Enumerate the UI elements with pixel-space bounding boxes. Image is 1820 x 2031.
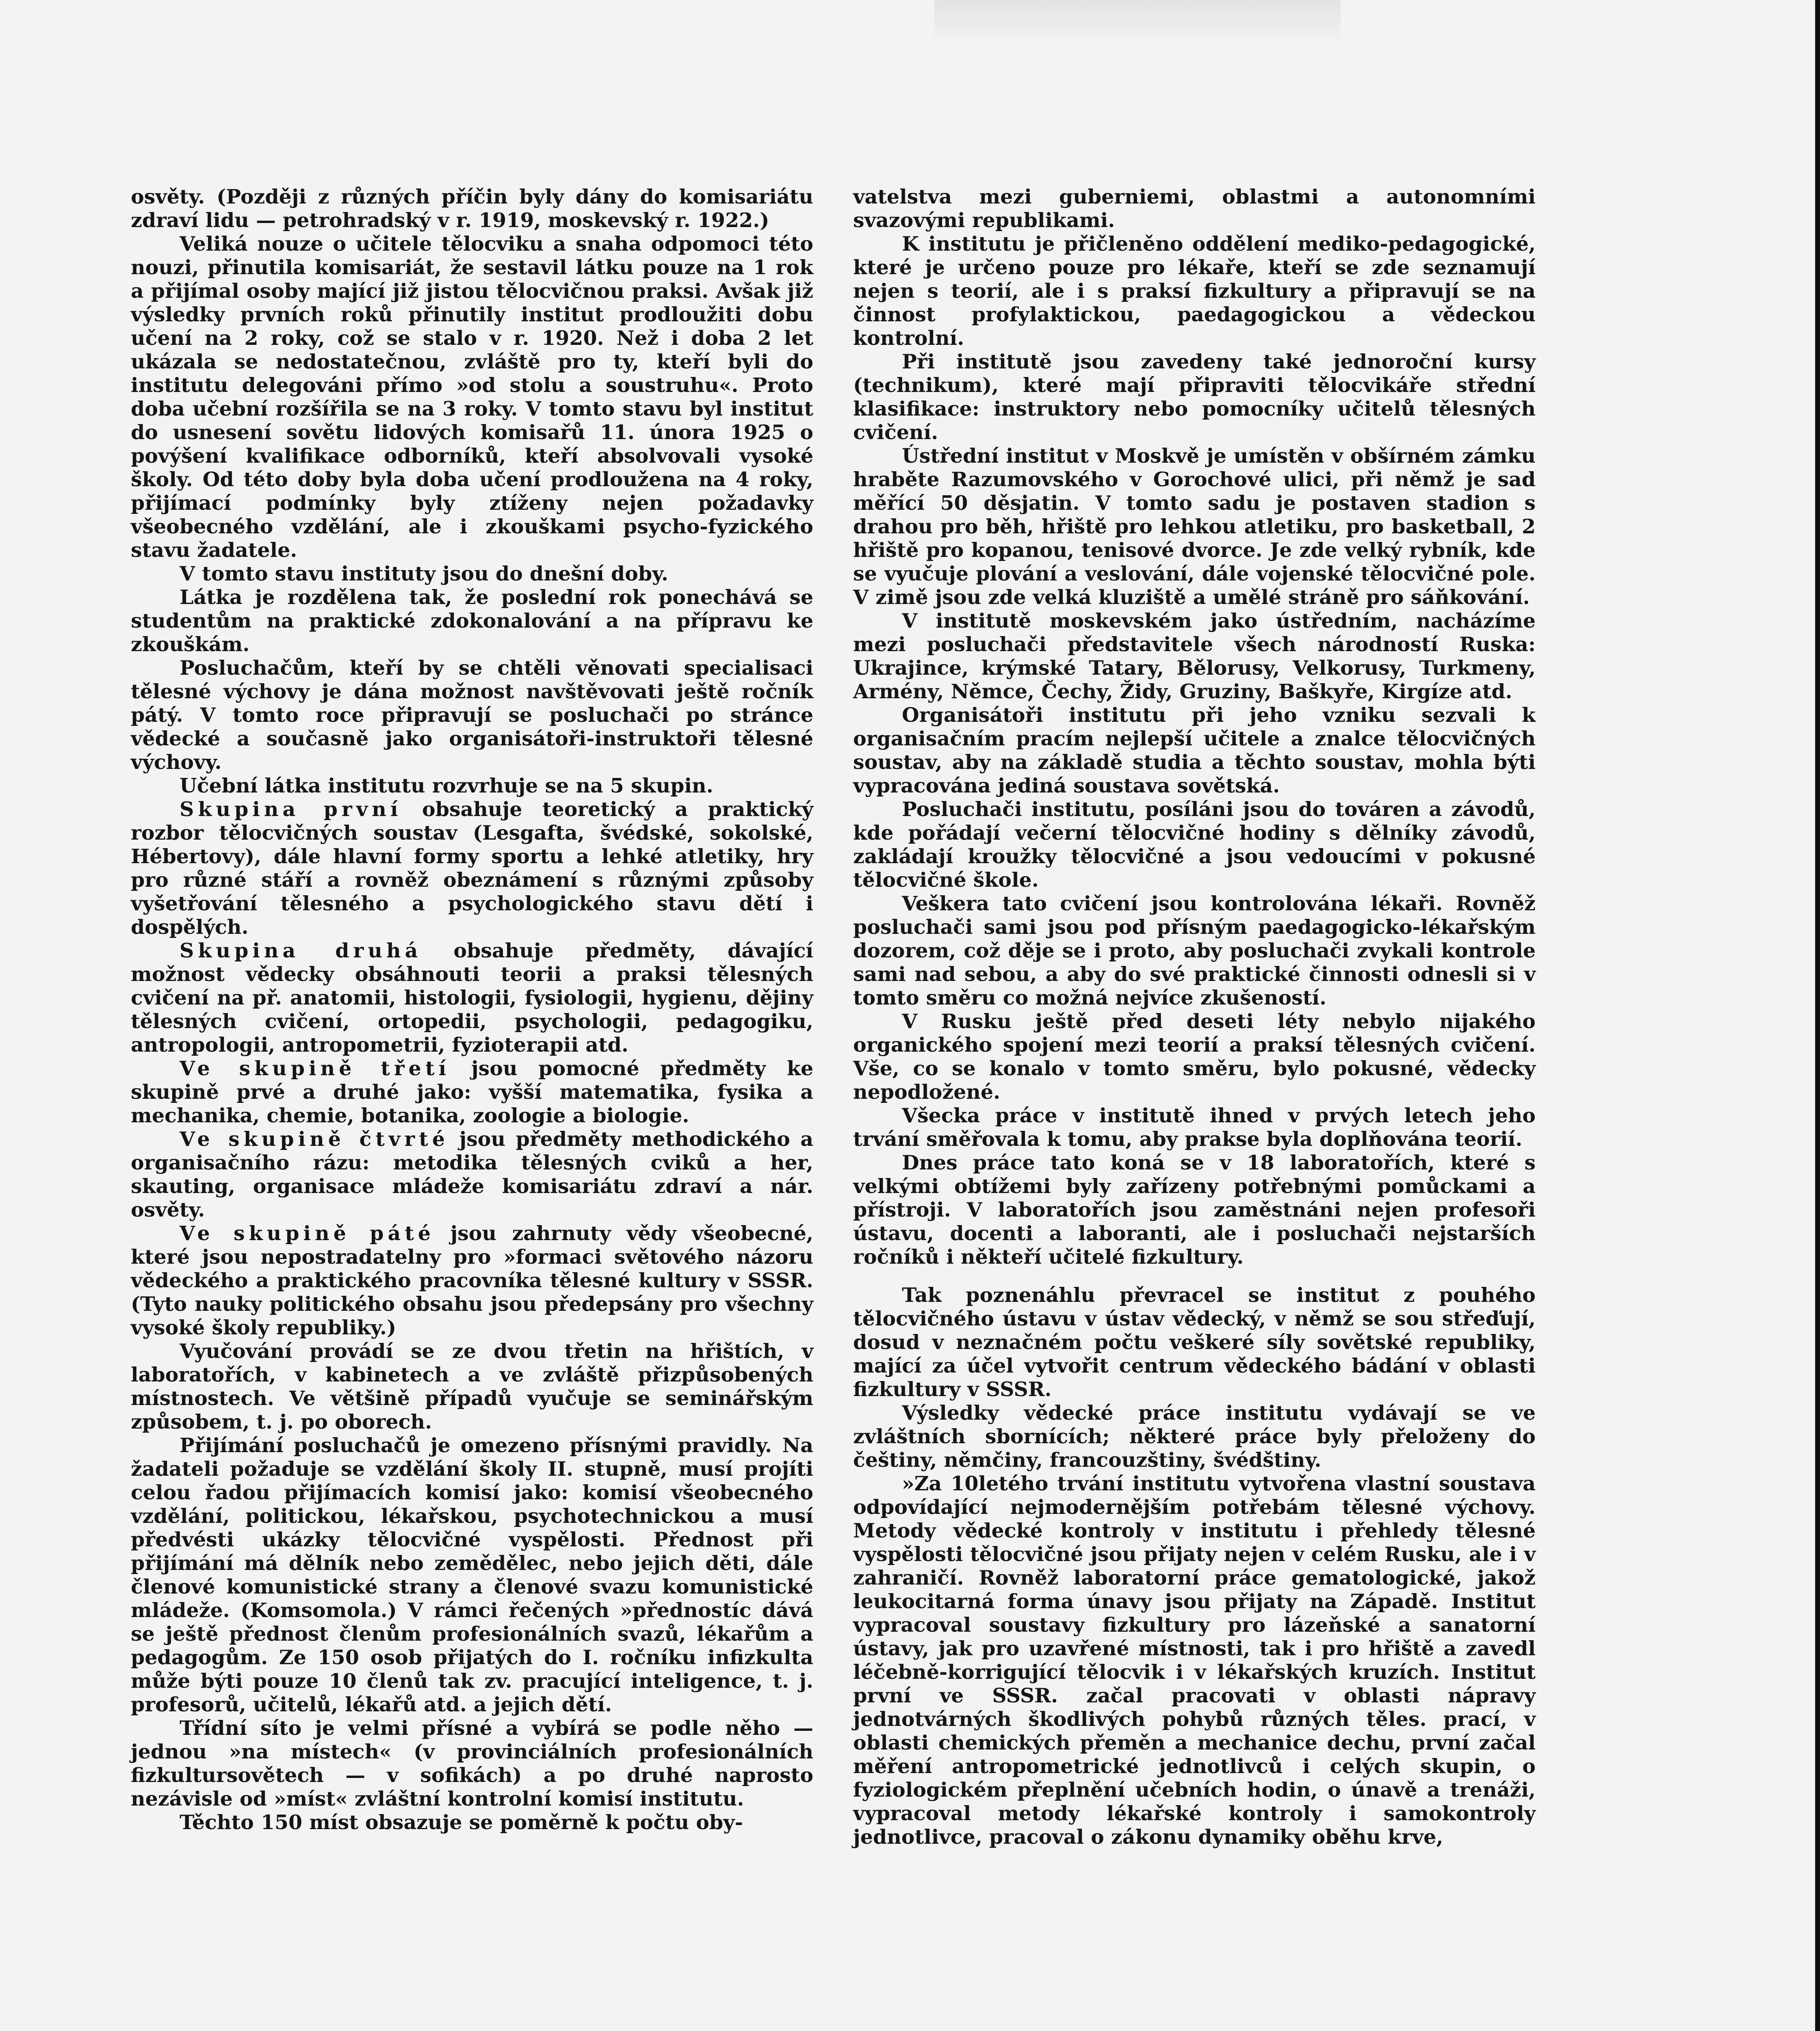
paragraph <box>853 444 1536 609</box>
paragraph <box>853 609 1536 703</box>
paragraph <box>853 1401 1536 1472</box>
paragraph <box>853 1283 1536 1401</box>
paragraph <box>131 562 813 585</box>
paragraph-text: obsahuje předměty, dávající možnost vědecky obsáhnouti teorii a praksi tělesných cvičení na př. anatomii, histologii, fysiologii, hygienu, dějiny tělesných cvičení, ortopedii, psychologii, pedagogiku, antropologii, antropometrii, fyzioterapii atd. <box>131 939 813 1057</box>
paragraph <box>131 1716 813 1810</box>
paragraph-text: jsou pomocné předměty ke skupině prvé a druhé jako: vyšší matematika, fysika a mechanika, chemie, botanika, zoologie a biologie. <box>131 1057 813 1127</box>
paragraph-text: Veliká nouze o učitele tělocviku a snaha odpomoci této nouzi, přinutila komisariát, že sestavil látku pouze na 1 rok a přijímal osoby mající již jistou tělocvičnou praksi. Avšak již výsledky prvních roků přinutily institut prodloužiti dobu učení na 2 roky, což se stalo v r. 1920. Než i doba 2 let ukázala se nedostatečnou, zvláště pro ty, kteří byli do institutu delegováni přímo »od stolu a soustruhu«. Proto doba učební rozšířila se na 3 roky. V tomto stavu byl institut do usnesení sovětu lidových komisařů 11. února 1925 o povýšení kvalifikace odborníků, kteří absolvovali vysoké školy. Od této doby byla doba učení prodloužena na 4 roky, přijímací podmínky byly ztíženy nejen požadavky všeobecného vzdělání, ale i zkouškami psycho-fyzického stavu žadatele. <box>131 232 813 562</box>
spaced-heading: Ve skupině čtvrté <box>180 1127 449 1151</box>
paragraph-text: K institutu je přičleněno oddělení mediko-pedagogické, které je určeno pouze pro lékaře, kteří se zde seznamují nejen s teorií, ale i s praksí fizkultury a připravují se na činnost profylaktickou, paedagogickou a vědeckou kontrolní. <box>853 232 1536 350</box>
spaced-heading: Skupina první <box>180 797 402 821</box>
paragraph <box>131 1221 813 1339</box>
paragraph-text: V tomto stavu instituty jsou do dnešní doby. <box>180 562 668 585</box>
paragraph <box>131 232 813 562</box>
paragraph-text: Třídní síto je velmi přísné a vybírá se podle něho — jednou »na místech« (v provinciálních profesionálních fizkultursovětech — v sofikách) a po druhé naprosto nezávisle od »míst« zvláštní kontrolní komisí institutu. <box>131 1716 813 1810</box>
paragraph-text: jsou zahrnuty vědy všeobecné, které jsou nepostradatelny pro »formaci světového názoru vědeckého a praktického pracovníka tělesné kultury v SSSR. (Tyto nauky politického obsahu jsou předepsány pro všechny vysoké školy republiky.) <box>131 1221 813 1339</box>
paragraph-text: Při institutě jsou zavedeny také jednoroční kursy (technikum), které mají připraviti tělocvikáře střední klasifikace: instruktory nebo pomocníky učitelů tělesných cvičení. <box>853 350 1536 444</box>
paragraph <box>853 1472 1536 1849</box>
paragraph-text: V Rusku ještě před deseti léty nebylo nijakého organického spojení mezi teorií a praksí tělesných cvičení. Vše, co se konalo v tomto směru, bylo pokusné, vědecky nepodložené. <box>853 1009 1536 1104</box>
paragraph-text: vatelstva mezi guberniemi, oblastmi a autonomními svazovými republikami. <box>853 185 1536 232</box>
paragraph <box>853 703 1536 797</box>
paragraph <box>131 939 813 1057</box>
paragraph-text: Látka je rozdělena tak, že poslední rok ponechává se studentům na praktické zdokonalování a na přípravu ke zkouškám. <box>131 585 813 656</box>
paragraph-text: Posluchači institutu, posíláni jsou do továren a závodů, kde pořádají večerní tělocvičné hodiny s dělníky závodů, zakládají kroužky tělocvičné a jsou vedoucími v pokusné tělocvičné škole. <box>853 797 1536 892</box>
paragraph-text: V institutě moskevském jako ústředním, nacházíme mezi posluchači představitele všech národností Ruska: Ukrajince, krýmské Tatary, Bělorusy, Velkorusy, Turkmeny, Armény, Němce, Čechy, Židy, Gruziny, Baškyře, Kirgíze atd. <box>853 609 1536 703</box>
scan-smudge <box>934 0 1341 45</box>
paragraph-text: »Za 10letého trvání institutu vytvořena vlastní soustava odpovídající nejmodernějším potřebám tělesné výchovy. Metody vědecké kontroly v institutu i přehledy tělesné vyspělosti tělocvičné jsou přijaty nejen v celém Rusku, ale i v zahraničí. Rovněž laboratorní práce gematologické, jakož leukocitarná forma únavy jsou přijaty na Západě. Institut vypracoval soustavy fizkultury pro lázeňské a sanatorní ústavy, jak pro uzavřené místnosti, tak i pro hřiště a zavedl léčebně-korrigující tělocvik i v lékařských kruzích. Institut první ve SSSR. začal pracovati v oblasti nápravy jednotvárných škodlivých pohybů různých těles. prací, v oblasti chemických přeměn a mechanice dechu, první začal měření antropometrické jednotlivců i celých skupin, o fyziologickém přeplnění učebních hodin, o únavě a trenáži, vypracoval metody lékařské kontroly i samokontroly jednotlivce, pracoval o zákonu dynamiky oběhu krve, <box>853 1472 1536 1849</box>
paragraph <box>131 185 813 232</box>
paragraph <box>131 1127 813 1221</box>
paragraph <box>131 1433 813 1716</box>
paragraph <box>131 1339 813 1433</box>
paragraph-text: Výsledky vědecké práce institutu vydávají se ve zvláštních sbornících; některé práce byly přeloženy do češtiny, němčiny, francouzštiny, švédštiny. <box>853 1401 1536 1472</box>
paragraph-text: Veškera tato cvičení jsou kontrolována lékaři. Rovněž posluchači sami jsou pod přísným paedagogicko-lékařským dozorem, což děje se i proto, aby posluchači zvykali kontrole sami nad sebou, a aby do své praktické činnosti odnesli si v tomto směru co možná nejvíce zkušeností. <box>853 892 1536 1009</box>
paragraph <box>853 350 1536 444</box>
paragraph <box>853 185 1536 232</box>
paragraph <box>853 1151 1536 1269</box>
spaced-heading: Ve skupině třetí <box>180 1057 451 1080</box>
paragraph-text: Tak poznenáhlu převracel se institut z pouhého tělocvičného ústavu v ústav vědecký, v němž se sou střeďují, dosud v neznačném počtu veškeré síly sovětské republiky, mající za účel vytvořit centrum vědeckého bádání v oblasti fizkultury v SSSR. <box>853 1283 1536 1401</box>
paragraph-text: jsou předměty methodického a organisačního rázu: metodika tělesných cviků a her, skauting, organisace mládeže komisariátu zdraví a nár. osvěty. <box>131 1127 813 1221</box>
paragraph-text: Těchto 150 míst obsazuje se poměrně k počtu oby- <box>180 1810 743 1834</box>
paragraph-text: Organisátoři institutu při jeho vzniku sezvali k organisačním pracím nejlepší učitele a znalce tělocvičných soustav, aby na základě studia a těchto soustav, mohla býti vypracována jediná soustava sovětská. <box>853 703 1536 797</box>
paragraph <box>131 1057 813 1127</box>
paragraph-text: Vyučování provádí se ze dvou třetin na hřištích, v laboratořích, v kabinetech a ve zvláště přizpůsobených místnostech. Ve většině případů vyučuje se seminářským způsobem, t. j. po oborech. <box>131 1339 813 1433</box>
paragraph-text: Ústřední institut v Moskvě je umístěn v obšírném zámku hraběte Razumovského v Gorochové ulici, při němž je sad měřící 50 děsjatin. V tomto sadu je postaven stadion s drahou pro běh, hřiště pro lehkou atletiku, pro basketball, 2 hřiště pro kopanou, tenisové dvorce. Je zde velký rybník, kde se vyučuje plování a veslování, dále vojenské tělocvičné pole. V zimě jsou zde velká kluziště a umělé stráně pro sáňkování. <box>853 444 1536 609</box>
paragraph-text: Přijímání posluchačů je omezeno přísnými pravidly. Na žadateli požaduje se vzdělání školy II. stupně, musí projíti celou řadou přijímacích komisí jako: komisí všeobecného vzdělání, politickou, lékařskou, psychotechnickou a musí předvésti ukázky tělocvičné vyspělosti. Přednost při přijímání má dělník nebo zemědělec, nebo jejich děti, dále členové komunistické strany a členové svazu komunistické mládeže. (Komsomola.) V rámci řečených »přednostíc dává se ještě přednost členům profesionálních svazů, lékařům a pedagogům. Ze 150 osob přijatých do I. ročníku infizkulta může býti pouze 10 členů tak zv. pracující inteligence, t. j. profesorů, učitelů, lékařů atd. a jejich dětí. <box>131 1433 813 1716</box>
paragraph-text: Všecka práce v institutě ihned v prvých letech jeho trvání směřovala k tomu, aby prakse byla doplňována teorií. <box>853 1104 1536 1151</box>
paragraph <box>853 232 1536 350</box>
paragraph-text: Dnes práce tato koná se v 18 laboratořích, které s velkými obtížemi byly zařízeny potřebnými pomůckami a přístroji. V laboratořích jsou zaměstnáni nejen profesoři ústavu, docenti a laboranti, ale i posluchači nejstarších ročníků i někteří učitelé fizkultury. <box>853 1151 1536 1269</box>
paragraph-text: obsahuje teoretický a praktický rozbor tělocvičných soustav (Lesgafta, švédské, sokolské, Hébertovy), dále hlavní formy sportu a lehké atletiky, hry pro různé stáří a rovněž obeznámení s různými způsoby vyšetřování tělesného a psychologického stavu dětí i dospělých. <box>131 797 813 939</box>
paragraph-text: Posluchačům, kteří by se chtěli věnovati specialisaci tělesné výchovy je dána možnost navštěvovati ještě ročník pátý. V tomto roce připravují se posluchači po stránce vědecké a současně jako organisátoři-instruktoři tělesné výchovy. <box>131 656 813 774</box>
paragraph <box>131 1810 813 1834</box>
paragraph <box>853 1009 1536 1104</box>
left-text-column <box>131 185 813 1834</box>
paragraph <box>131 774 813 797</box>
paragraph-text: osvěty. (Později z různých příčin byly dány do komisariátu zdraví lidu — petrohradský v r. 1919, moskevský r. 1922.) <box>131 185 813 232</box>
right-text-column <box>853 185 1536 1849</box>
paragraph <box>131 797 813 939</box>
paragraph <box>131 585 813 656</box>
paragraph <box>853 892 1536 1009</box>
paragraph-text: Učební látka institutu rozvrhuje se na 5 skupin. <box>180 774 713 797</box>
paragraph <box>131 656 813 774</box>
scan-border <box>1815 0 1820 2031</box>
paragraph <box>853 1104 1536 1151</box>
spaced-heading: Ve skupině páté <box>180 1221 435 1245</box>
paragraph <box>853 797 1536 892</box>
spaced-heading: Skupina druhá <box>180 939 422 962</box>
